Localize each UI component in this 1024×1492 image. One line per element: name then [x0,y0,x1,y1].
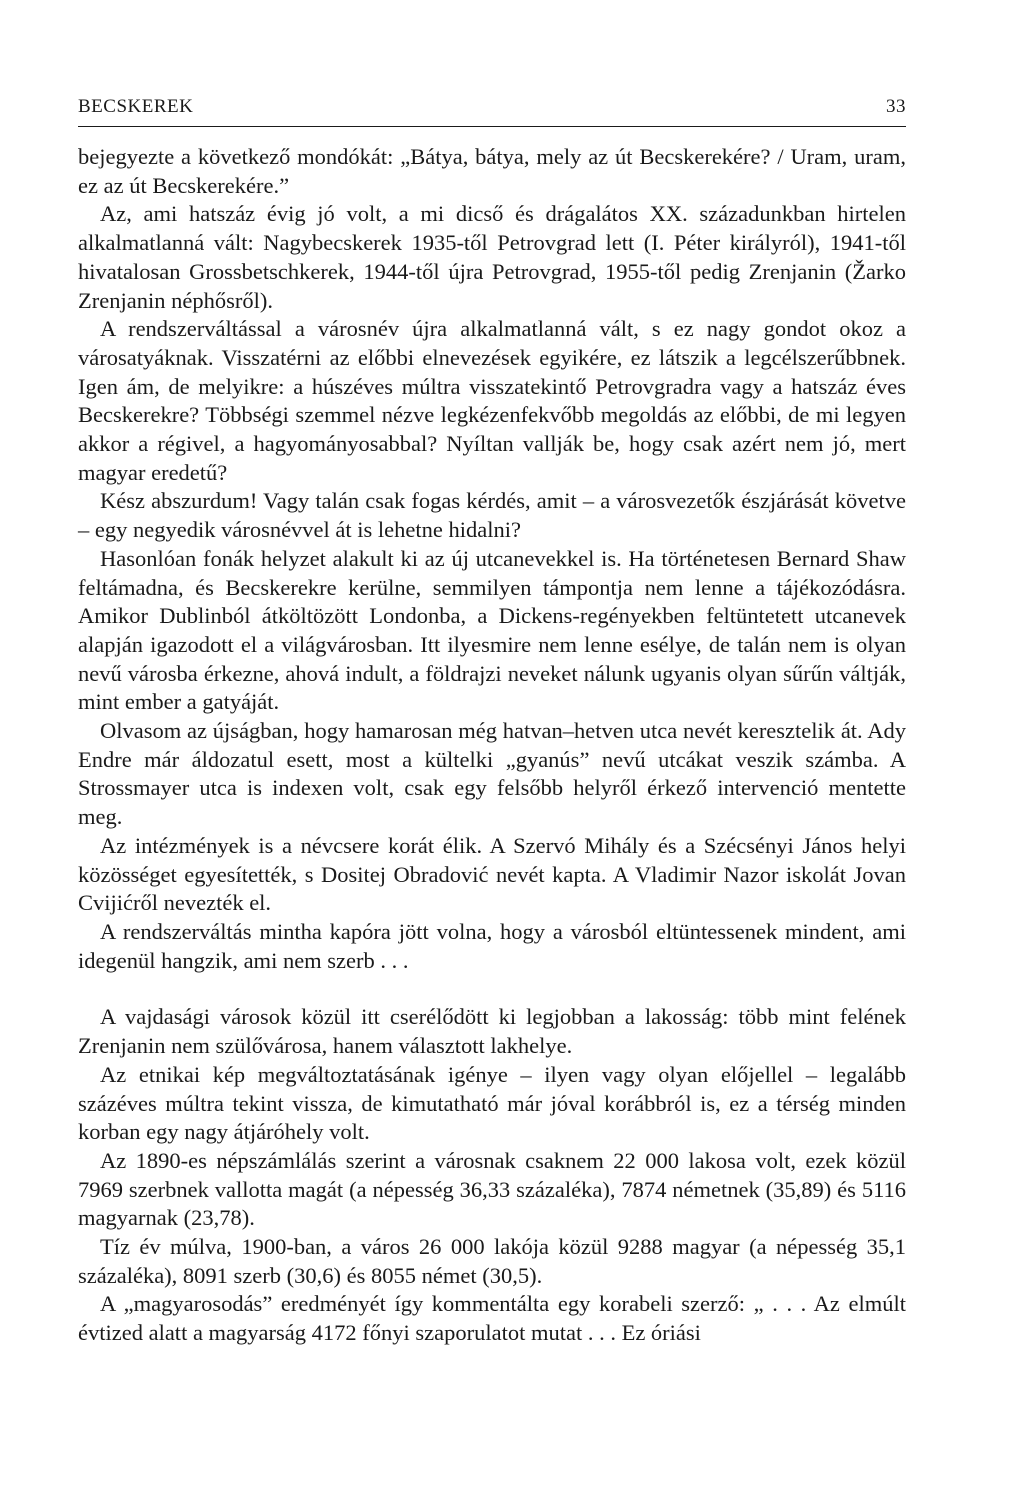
page-number: 33 [886,96,906,117]
paragraph: Tíz év múlva, 1900-ban, a város 26 000 lakója közül 9288 magyar (a népesség 35,1 százaléka), 8091 szerb (30,6) és 8055 német (30,5). [78,1234,906,1288]
paragraph: Az, ami hatszáz évig jó volt, a mi dicső és drágalátos XX. századunkban hirtelen alkalmatlanná vált: Nagybecskerek 1935-től Petrovgrad lett (I. Péter királyról), 1941-től hivatalosan Grossbetschkerek, 1944-től újra Petrovgrad, 1955-től pedig Zrenjanin (Žarko Zrenjanin néphősről). [78,201,906,313]
paragraph: Az 1890-es népszámlálás szerint a városnak csaknem 22 000 lakosa volt, ezek közül 7969 szerbnek vallotta magát (a népesség 36,33 százaléka), 7874 németnek (35,89) és 5116 magyarnak (23,78). [78,1147,906,1231]
paragraph: A vajdasági városok közül itt cserélődött ki legjobban a lakosság: több mint felének Zrenjanin nem szülővárosa, hanem választott lakhelye. [78,1004,906,1059]
paragraph: Olvasom az újságban, hogy hamarosan még hatvan–hetven utca nevét keresztelik át. Ady Endre már áldozatul esett, most a kültelki „gyanús” nevű utcákat veszik számba. A Strossmayer utca is indexen volt, csak egy felsőbb helyről érkező intervenció mentette meg. [78,718,906,830]
book-page [78,96,906,1348]
paragraph: Az etnikai kép megváltoztatásának igénye – ilyen vagy olyan előjellel – legalább százéves múltra tekint vissza, de kimutatható már jóval korábbról is, ez a térség minden korban egy nagy átjáróhely volt. [78,1061,906,1145]
paragraph: A rendszerváltással a városnév újra alkalmatlanná vált, s ez nagy gondot okoz a városatyáknak. Visszatérni az előbbi elnevezések egyikére, ez látszik a legcélszerűbbnek. Igen ám, de melyikre: a húszéves múltra visszatekintő Petrovgradra vagy a hatszáz éves Becskerekre? Többségi szemmel nézve legkézenfekvőbb megoldás az előbbi, de mi legyen akkor a régivel, a hagyományosabbal? Nyíltan vallják be, hogy csak azért nem jó, mert magyar eredetű? [78,316,906,485]
paragraph: Az intézmények is a névcsere korát élik. A Szervó Mihály és a Szécsényi János helyi közösséget egyesítették, s Dositej Obradović nevét kapta. A Vladimir Nazor iskolát Jovan Cvijićről nevezték el. [78,832,906,916]
body-text [78,143,906,1348]
paragraph: A „magyarosodás” eredményét így kommentálta egy korabeli szerző: „ . . . Az elmúlt évtized alatt a magyarság 4172 főnyi szaporulatot mutat . . . Ez óriási [78,1291,906,1346]
paragraph: A rendszerváltás mintha kapóra jött volna, hogy a városból eltüntessenek mindent, ami idegenül hangzik, ami nem szerb . . . [78,918,906,973]
paragraph: Kész abszurdum! Vagy talán csak fogas kérdés, amit – a városvezetők észjárását követve – egy negyedik városnévvel át is lehetne hidalni? [78,488,906,543]
running-header [78,96,906,122]
paragraph: bejegyezte a következő mondókát: „Bátya, bátya, mely az út Becskerekére? / Uram, uram, ez az út Becskerekére.” [78,144,906,198]
paragraph: Hasonlóan fonák helyzet alakult ki az új utcanevekkel is. Ha történetesen Bernard Shaw feltámadna, és Becskerekre kerülne, semmilyen támpontja nem lenne a tájékozódásra. Amikor Dublinból átköltözött Londonba, a Dickens-regényekben feltüntetett utcanevek alapján igazodott el a világvárosban. Itt ilyesmire nem lenne esélye, de talán nem is olyan nevű városba érkezne, ahová indult, a földrajzi neveket nálunk ugyanis olyan sűrűn váltják, mint ember a gatyáját. [78,545,906,715]
section-break [78,975,906,1003]
running-title: BECSKEREK [78,96,194,117]
header-rule [78,126,906,127]
